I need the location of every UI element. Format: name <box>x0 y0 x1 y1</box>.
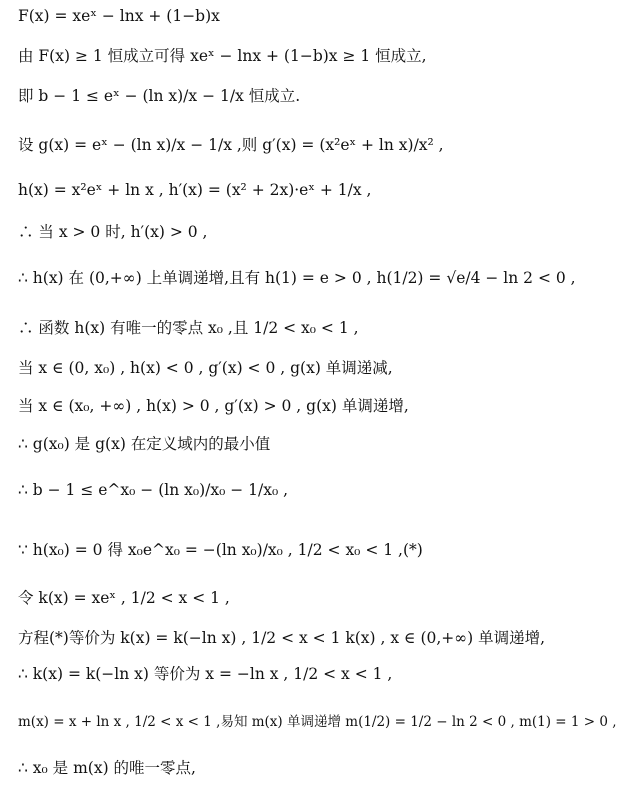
line-text: 令 k(x) = xeˣ , 1/2 < x < 1 , <box>18 589 230 607</box>
line-text: 由 F(x) ≥ 1 恒成立可得 xeˣ − lnx + (1−b)x ≥ 1 恒成立, <box>18 47 427 65</box>
formula-line <box>18 6 634 26</box>
formula-line <box>18 358 634 378</box>
formula-line <box>18 712 634 732</box>
formula-line <box>18 268 634 288</box>
formula-line <box>18 396 634 416</box>
line-text: ∴ g(x₀) 是 g(x) 在定义域内的最小值 <box>18 435 271 453</box>
line-text: 设 g(x) = eˣ − (ln x)/x − 1/x ,则 g′(x) = (x²eˣ + ln x)/x² , <box>18 136 444 154</box>
formula-line <box>18 588 634 608</box>
formula-line <box>18 222 634 242</box>
line-text: 当 x ∈ (0, x₀) , h(x) < 0 , g′(x) < 0 , g(x) 单调递减, <box>18 359 393 377</box>
line-text: ∴ k(x) = k(−ln x) 等价为 x = −ln x , 1/2 < x < 1 , <box>18 665 393 683</box>
line-text: 当 x ∈ (x₀, +∞) , h(x) > 0 , g′(x) > 0 , g(x) 单调递增, <box>18 397 409 415</box>
line-text: ∴ 函数 h(x) 有唯一的零点 x₀ ,且 1/2 < x₀ < 1 , <box>18 319 359 337</box>
line-text: m(x) = x + ln x , 1/2 < x < 1 ,易知 m(x) 单调递增 m(1/2) = 1/2 − ln 2 < 0 , m(1) = 1 > 0 , <box>18 714 617 730</box>
formula-line <box>18 46 634 66</box>
line-text: F(x) = xeˣ − lnx + (1−b)x <box>18 7 220 25</box>
line-text: 即 b − 1 ≤ eˣ − (ln x)/x − 1/x 恒成立. <box>18 87 301 105</box>
formula-line <box>18 318 634 338</box>
formula-line <box>18 664 634 684</box>
formula-line <box>18 628 634 648</box>
formula-line <box>18 480 634 500</box>
formula-line <box>18 135 634 155</box>
formula-line <box>18 86 634 106</box>
formula-line <box>18 180 634 200</box>
line-text: ∴ b − 1 ≤ e^x₀ − (ln x₀)/x₀ − 1/x₀ , <box>18 481 289 499</box>
formula-line <box>18 758 634 778</box>
line-text: 方程(*)等价为 k(x) = k(−ln x) , 1/2 < x < 1 k(x) , x ∈ (0,+∞) 单调递增, <box>18 629 546 647</box>
formula-line <box>18 540 634 560</box>
line-text: ∴ 当 x > 0 时, h′(x) > 0 , <box>18 223 208 241</box>
line-text: h(x) = x²eˣ + ln x , h′(x) = (x² + 2x)·eˣ + 1/x , <box>18 181 372 199</box>
line-text: ∴ x₀ 是 m(x) 的唯一零点, <box>18 759 196 777</box>
line-text: ∵ h(x₀) = 0 得 x₀e^x₀ = −(ln x₀)/x₀ , 1/2 < x₀ < 1 ,(*) <box>18 541 423 559</box>
formula-line <box>18 434 634 454</box>
line-text: ∴ h(x) 在 (0,+∞) 上单调递增,且有 h(1) = e > 0 , h(1/2) = √e/4 − ln 2 < 0 , <box>18 269 576 287</box>
